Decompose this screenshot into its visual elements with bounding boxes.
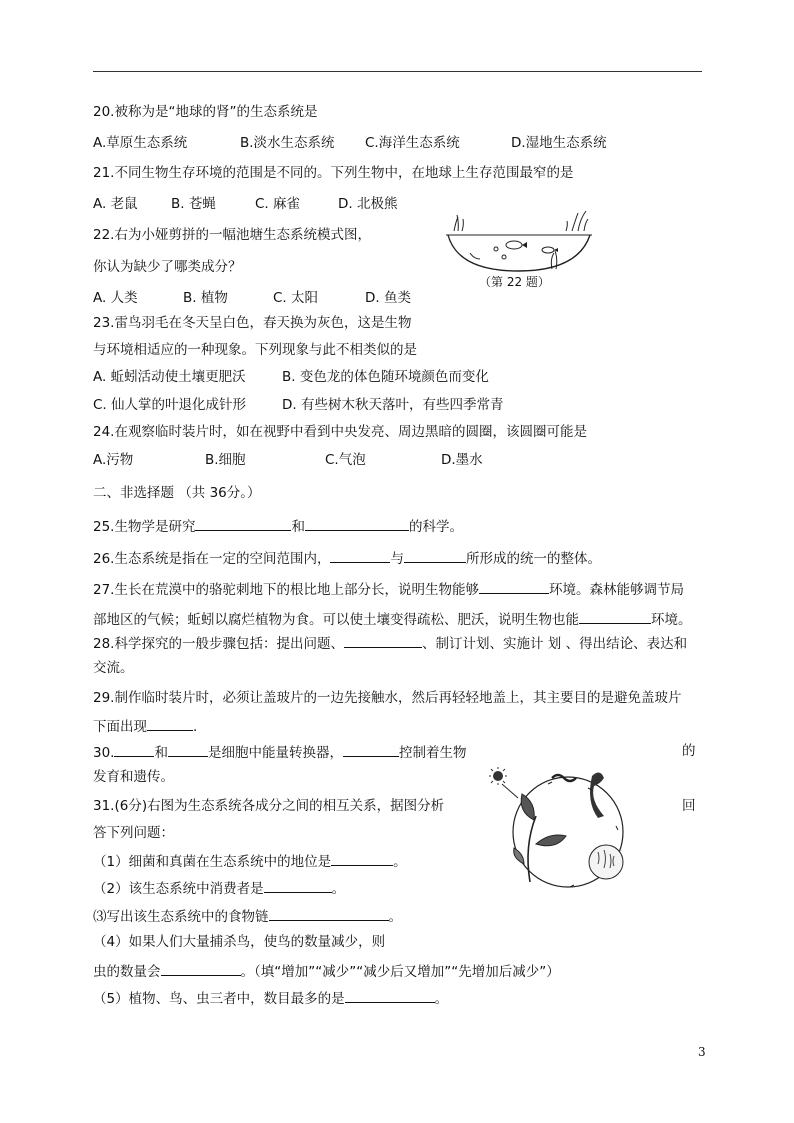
q31-sub5-blank[interactable] [345, 988, 435, 1003]
q30-text-2: 和 [154, 745, 168, 761]
q31-sub4-end: 。（填“增加”“减少”“减少后又增加”“先增加后减少”） [240, 964, 560, 980]
q21-stem: 21.不同生物生存环境的范围是不同的。下列生物中，在地球上生存范围最窄的是 [93, 165, 574, 181]
q26-text-3: 所形成的统一的整体。 [465, 551, 601, 567]
q27-blank-1[interactable] [479, 579, 549, 594]
q20-option-a: A.草原生态系统 [93, 135, 188, 151]
q23-option-c: C. 仙人掌的叶退化成针形 [93, 397, 247, 413]
q23-option-d: D. 有些树木秋天落叶，有些四季常青 [282, 397, 504, 413]
q24-option-a: A.污物 [93, 452, 134, 468]
q25-blank-1[interactable] [195, 516, 291, 531]
q23-option-b: B. 变色龙的体色随环境颜色而变化 [282, 369, 489, 385]
q31-stem-line2: 答下列问题： [93, 825, 174, 841]
q27-line1 [93, 579, 684, 599]
q27-text-3: 部地区的气候；蚯蚓以腐烂植物为食。可以使土壤变得疏松、肥沃，说明生物也能 [93, 612, 579, 628]
q27-line2 [93, 609, 692, 629]
q24-option-b: B.细胞 [205, 452, 246, 468]
q23-option-a: A. 蚯蚓活动使土壤更肥沃 [93, 369, 246, 385]
q25 [93, 516, 463, 536]
q23-stem-line2: 与环境相适应的一种现象。下列现象与此不相类似的是 [93, 342, 417, 358]
q31-sub5-text: （5）植物、鸟、虫三者中，数目最多的是 [93, 991, 345, 1007]
q31-stem-line1: 31.(6分)右图为生态系统各成分之间的相互关系，据图分析 [93, 798, 445, 814]
q26-blank-2[interactable] [404, 548, 466, 563]
q31-sub3-blank[interactable] [269, 906, 389, 921]
q30-text-3: 是细胞中能量转换器， [207, 745, 343, 761]
q30-text-1: 30. [93, 745, 115, 761]
q31-sub4-line1: （4）如果人们大量捕杀鸟，使鸟的数量减少，则 [93, 934, 386, 950]
q23-stem-line1: 23.雷鸟羽毛在冬天呈白色，春天换为灰色，这是生物 [93, 315, 412, 331]
q30-text-4: 控制着生物 [398, 745, 467, 761]
q29-text-1: 下面出现 [93, 719, 147, 735]
q21-option-b: B. 苍蝇 [171, 196, 216, 212]
q29-line2 [93, 716, 197, 736]
q29-line1: 29.制作临时装片时，必须让盖玻片的一边先接触水，然后再轻轻地盖上，其主要目的是避免盖玻片 [93, 690, 682, 706]
q27-text-1: 27.生长在荒漠中的骆驼刺地下的根比地上部分长，说明生物能够 [93, 582, 479, 598]
q31-sub4-line2 [93, 961, 560, 981]
q31-sub3 [93, 906, 402, 926]
q21-option-d: D. 北极熊 [338, 196, 398, 212]
q31-sub2-blank[interactable] [264, 878, 332, 893]
q29-text-2: . [193, 719, 198, 735]
q31-sub2 [93, 878, 345, 898]
q31-sub4-blank[interactable] [161, 961, 241, 976]
q31-sub4-text: 虫的数量会 [93, 964, 161, 980]
q30-text-tail: 的 [682, 743, 696, 759]
page-number: 3 [698, 1045, 706, 1059]
q31-sub2-end: 。 [331, 881, 346, 897]
q31-sub1 [93, 851, 407, 871]
q26 [93, 548, 601, 568]
ecosystem-relationship-figure [488, 764, 648, 894]
q28-text-1: 28.科学探究的一般步骤包括：提出问题、 [93, 636, 344, 652]
q20-option-c: C.海洋生态系统 [365, 135, 460, 151]
pond-ecosystem-figure [444, 205, 594, 275]
q26-blank-1[interactable] [330, 548, 390, 563]
q22-stem-line2: 你认为缺少了哪类成分？ [93, 259, 242, 275]
q24-option-c: C.气泡 [325, 452, 366, 468]
q31-sub1-text: （1）细菌和真菌在生态系统中的地位是 [93, 854, 332, 870]
q21-option-c: C. 麻雀 [255, 196, 301, 212]
q30-line1 [93, 742, 466, 762]
q29-blank[interactable] [147, 716, 193, 731]
header-rule [93, 71, 702, 72]
q20-option-b: B.淡水生态系统 [240, 135, 335, 151]
q31-sub5 [93, 988, 448, 1008]
q22-option-c: C. 太阳 [273, 290, 319, 306]
q31-sub3-end: 。 [388, 909, 402, 925]
q28-line1 [93, 633, 687, 653]
q30-blank-3[interactable] [343, 742, 399, 757]
q25-text-2: 和 [291, 519, 305, 535]
q22-option-a: A. 人类 [93, 290, 138, 306]
q28-blank[interactable] [344, 633, 422, 648]
q20-stem: 20.被称为是“地球的肾”的生态系统是 [93, 104, 318, 120]
q26-text-2: 与 [390, 551, 404, 567]
q24-stem: 24.在观察临时装片时，如在视野中看到中央发亮、周边黑暗的圆圈，该圆圈可能是 [93, 424, 587, 440]
q25-blank-2[interactable] [305, 516, 409, 531]
q22-stem-line1: 22.右为小娅剪拼的一幅池塘生态系统模式图， [93, 227, 371, 243]
q28-text-2: 、制订计划、实施计 划 、得出结论、表达和 [421, 636, 688, 652]
q31-stem-tail: 回 [682, 798, 696, 814]
q24-option-d: D.墨水 [441, 452, 483, 468]
q21-option-a: A. 老鼠 [93, 196, 138, 212]
q22-option-b: B. 植物 [183, 290, 228, 306]
q31-sub1-end: 。 [393, 854, 407, 870]
q30-line2: 发育和遗传。 [93, 769, 174, 785]
q27-blank-2[interactable] [579, 609, 651, 624]
q28-line2: 交流。 [93, 660, 134, 676]
section-2-heading: 二、非选择题 （共 36分。） [93, 485, 261, 501]
q20-option-d: D.湿地生态系统 [511, 135, 607, 151]
q31-sub5-end: 。 [434, 991, 449, 1007]
q22-option-d: D. 鱼类 [365, 290, 411, 306]
q27-text-2: 环境。森林能够调节局 [548, 582, 684, 598]
q31-sub3-text: ⑶写出该生态系统中的食物链 [93, 909, 269, 925]
q22-figure-caption: （第 22 题） [479, 275, 550, 289]
q27-text-4: 环境。 [651, 612, 692, 628]
q30-blank-2[interactable] [168, 742, 208, 757]
q26-text-1: 26.生态系统是指在一定的空间范围内， [93, 551, 331, 567]
q31-sub2-text: （2）该生态系统中消费者是 [93, 881, 264, 897]
q25-text-3: 的科学。 [408, 519, 463, 535]
q31-sub1-blank[interactable] [331, 851, 393, 866]
q25-text-1: 25.生物学是研究 [93, 519, 196, 535]
q30-blank-1[interactable] [114, 742, 154, 757]
